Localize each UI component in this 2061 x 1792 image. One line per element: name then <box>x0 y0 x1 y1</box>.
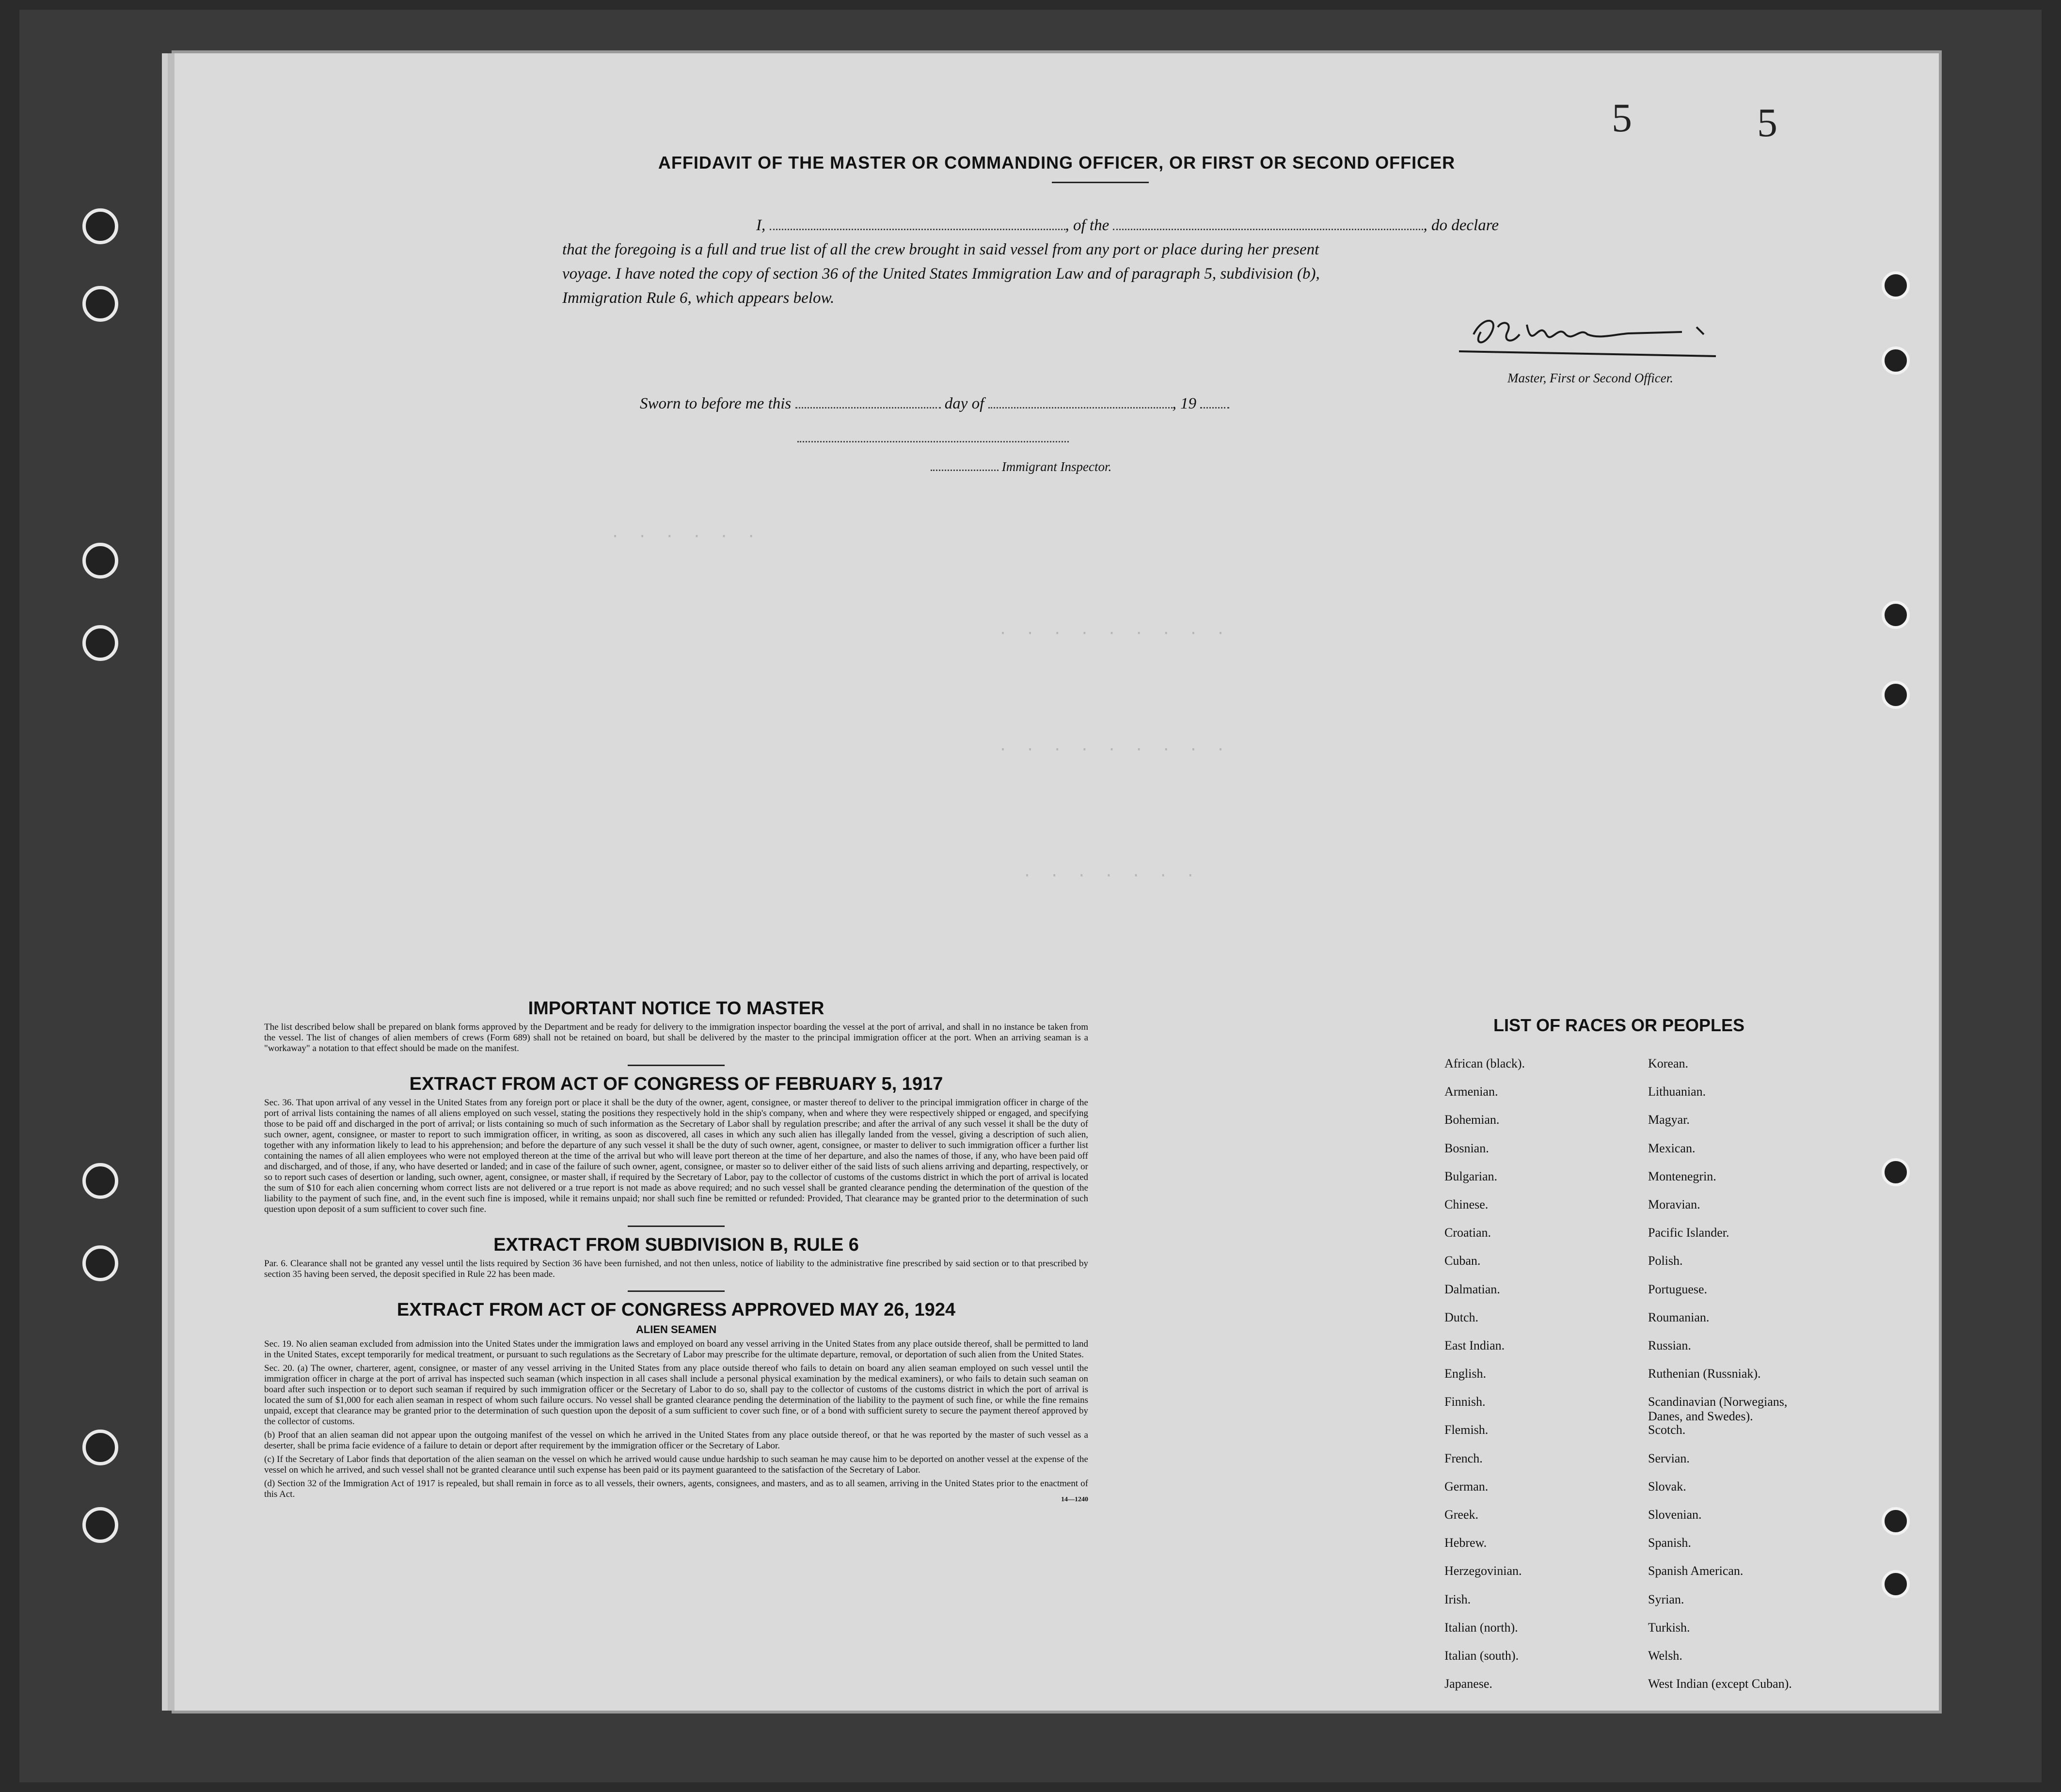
punch-hole-icon <box>1882 681 1910 709</box>
declaration-line-3: voyage. I have noted the copy of section 36 of the United States Immigration Law and of paragraph 5, subdivision (b), <box>562 265 1320 283</box>
races-title: LIST OF RACES OR PEOPLES <box>1493 1015 1745 1035</box>
declaration-declare: , do declare <box>1423 217 1499 234</box>
race-item: Greek. <box>1444 1508 1479 1522</box>
race-item: Welsh. <box>1648 1648 1682 1663</box>
bleed-through-marks: · · · · · · · <box>1023 867 1200 884</box>
race-item: Dutch. <box>1444 1310 1479 1324</box>
race-item: Flemish. <box>1444 1423 1489 1437</box>
race-item: Spanish American. <box>1648 1564 1744 1578</box>
binder-ring-icon <box>82 1507 118 1543</box>
race-item: Portuguese. <box>1648 1282 1708 1296</box>
sworn-year-field[interactable] <box>1200 393 1229 409</box>
bleed-through-marks: · · · · · · · · · <box>999 625 1230 642</box>
sworn-year: , 19 <box>1172 395 1197 412</box>
sworn-day-field[interactable] <box>795 393 941 409</box>
binder-ring-icon <box>82 625 118 661</box>
races-column-left <box>1444 1056 1525 1705</box>
binder-ring-icon <box>82 208 118 244</box>
extract-1924-sec20b: (b) Proof that an alien seaman did not appear upon the outgoing manifest of the vessel on which he arrived in the United States from any place outside thereof, or that he was reported by the master of such vessel as a deserter, shall be prima facie evidence of a failure to detain or deport after requirement by the immigration officer or the Secretary of Labor. <box>264 1430 1088 1451</box>
inspector-label: Immigrant Inspector. <box>1001 459 1112 474</box>
race-item: Finnish. <box>1444 1395 1486 1409</box>
declaration-line-2: that the foregoing is a full and true list of all the crew brought in said vessel from any port or place during her present <box>562 241 1319 258</box>
sworn-text: Sworn to before me this <box>640 395 792 412</box>
race-item: Scandinavian (Norwegians, Danes, and Swedes). <box>1648 1395 1788 1424</box>
bleed-through-marks: · · · · · · · · · <box>999 741 1230 758</box>
sworn-month-field[interactable] <box>988 393 1173 409</box>
extract-1924-sec20c: (c) If the Secretary of Labor finds that deportation of the alien seaman on the vessel on which he arrived would cause undue hardship to such seaman he may cause him to be deported on another vessel at the expense of the vessel on which he arrived, and such vessel shall not be granted clearance until such expense has been paid or its payment guaranteed to the satisfaction of the Secretary of Labor. <box>264 1454 1088 1475</box>
race-item: Chinese. <box>1444 1197 1489 1211</box>
race-item: Japanese. <box>1444 1677 1492 1691</box>
race-item: Korean. <box>1648 1056 1689 1070</box>
race-item: Moravian. <box>1648 1197 1700 1211</box>
race-item: Hebrew. <box>1444 1536 1487 1550</box>
race-item: Irish. <box>1444 1592 1471 1606</box>
race-item: Bohemian. <box>1444 1113 1500 1127</box>
binder-ring-icon <box>82 1245 118 1281</box>
race-item: German. <box>1444 1479 1489 1493</box>
race-item: Bosnian. <box>1444 1141 1489 1155</box>
race-item: Dalmatian. <box>1444 1282 1500 1296</box>
race-item: African (black). <box>1444 1056 1525 1070</box>
race-item: French. <box>1444 1451 1483 1465</box>
vessel-name-field[interactable] <box>1113 214 1423 230</box>
extract-1917-title: EXTRACT FROM ACT OF CONGRESS OF FEBRUARY 5, 1917 <box>409 1074 943 1094</box>
punch-hole-icon <box>1882 346 1910 375</box>
inspector-dots <box>931 461 999 471</box>
race-item: East Indian. <box>1444 1338 1505 1352</box>
notice-title: IMPORTANT NOTICE TO MASTER <box>528 998 824 1019</box>
signature-label: Master, First or Second Officer. <box>1507 371 1673 385</box>
binder-ring-icon <box>82 1163 118 1199</box>
race-item: West Indian (except Cuban). <box>1648 1677 1792 1691</box>
race-item: Slovenian. <box>1648 1508 1702 1522</box>
extract-1917-body: Sec. 36. That upon arrival of any vessel in the United States from any foreign port or place it shall be the duty of the owner, agent, consignee, or master thereof to deliver to the principal immigration officer in charge of the port of arrival lists containing the names of all aliens employed on such vessel, stating the positions they respectively hold in the ship's company, when and where they were respectively shipped or engaged, and specifying those to be paid off and discharged in the port of arrival; or lists containing so much of such information as the Secretary of Labor shall by regulation prescribe; and after the arrival of any such vessel it shall be the duty of such owner, agent, consignee, or master to report to such immigration officer, in writing, as soon as discovered, all cases in which any such alien has illegally landed from the vessel, giving a description of such alien, together with any information likely to lead to his apprehension; and before the departure of any such vessel it shall be the duty of such owner, agent, consignee, or master to deliver to such immigration officer a further list containing the names of all alien employees who were not employed thereon at the time of the arrival but who will leave port thereon at the time of her departure, and also the names of those, if any, who have been paid off and discharged, and of those, if any, who have deserted or landed; and in case of the failure of such owner, agent, consignee, or master so to deliver either of the said lists of such aliens arriving and departing, respectively, or so to report such cases of desertion or landing, such owner, agent, consignee, or master shall, if required by the Secretary of Labor, pay to the collector of customs of the customs district in which the port of arrival is located the sum of $10 for each alien concerning whom correct lists are not delivered or a true report is not made as above required; and no such vessel shall be granted clearance pending the determination of the question of the liability to the payment of such fine, and, in the event such fine is imposed, while it remains unpaid; nor shall such fine be remitted or refunded: Provided, That clearance may be granted prior to the determination of such question upon deposit of a sum sufficient to cover such fine. <box>264 1098 1088 1214</box>
sworn-line <box>640 393 1229 413</box>
binder-ring-icon <box>82 543 118 579</box>
race-item: Pacific Islander. <box>1648 1226 1729 1240</box>
extract-1924-sec19: Sec. 19. No alien seaman excluded from admission into the United States under the immigration laws and employed on board any vessel arriving in the United States from any place outside thereof, shall be permitted to land in the United States, except temporarily for medical treatment, or pursuant to such regulations as the Secretary of Labor may prescribe for the ultimate departure, removal, or deportation of such alien from the United States. <box>264 1339 1088 1360</box>
inspector-signature-line[interactable] <box>797 441 1069 442</box>
races-list <box>1444 1056 1842 1696</box>
inspector-label-row <box>931 459 1111 474</box>
race-item: Magyar. <box>1648 1113 1690 1127</box>
race-item: Spanish. <box>1648 1536 1691 1550</box>
form-number: 14—1240 <box>1061 1496 1088 1503</box>
binder-ring-icon <box>82 286 118 322</box>
extract-1924-sec20d: (d) Section 32 of the Immigration Act of 1917 is repealed, but shall remain in force as to all vessels, their owners, agents, consignees, and masters, and as to all seamen, arriving in the United States prior to the enactment of this Act. <box>264 1478 1088 1499</box>
race-item: Slovak. <box>1648 1479 1686 1493</box>
race-item: Italian (north). <box>1444 1620 1518 1635</box>
punch-hole-icon <box>1882 1158 1910 1186</box>
declaration-line-4: Immigration Rule 6, which appears below. <box>562 289 835 307</box>
race-item: Roumanian. <box>1648 1310 1710 1324</box>
race-item: Bulgarian. <box>1444 1169 1498 1183</box>
bleed-through-marks: · · · · · · <box>611 528 761 545</box>
punch-hole-icon <box>1882 601 1910 629</box>
declaration-i: I, <box>756 217 766 234</box>
extract-rule6-body: Par. 6. Clearance shall not be granted any vessel until the lists required by Section 36 have been furnished, and not then unless, notice of liability to the administrative fine prescribed by said section or to that prescribed by section 35 having been served, the deposit specified in Rule 22 has been made. <box>264 1258 1088 1279</box>
race-item: Mexican. <box>1648 1141 1696 1155</box>
section-rule <box>628 1290 725 1292</box>
document-page <box>174 53 1939 1711</box>
binder-ring-icon <box>82 1430 118 1465</box>
race-item: Italian (south). <box>1444 1648 1519 1663</box>
race-item: Russian. <box>1648 1338 1691 1352</box>
race-item: Polish. <box>1648 1254 1683 1268</box>
declaration-text <box>562 213 1750 310</box>
race-item: English. <box>1444 1367 1486 1381</box>
officer-signature <box>1454 305 1726 363</box>
page-number-right: 5 <box>1757 100 1777 145</box>
race-item: Servian. <box>1648 1451 1690 1465</box>
sworn-day-of: day of <box>944 395 984 412</box>
race-item: Syrian. <box>1648 1592 1684 1606</box>
officer-name-field[interactable] <box>770 214 1065 230</box>
punch-hole-icon <box>1882 1570 1910 1598</box>
title-rule <box>1052 182 1149 183</box>
race-item: Cuban. <box>1444 1254 1481 1268</box>
affidavit-title: AFFIDAVIT OF THE MASTER OR COMMANDING OFFICER, OR FIRST OR SECOND OFFICER <box>658 153 1456 173</box>
extract-1924-sec20a: Sec. 20. (a) The owner, charterer, agent, consignee, or master of any vessel arriving in the United States from any place outside thereof who fails to detain on board any alien seaman employed on such vessel until the immigration officer in charge at the port of arrival has inspected such seaman (which inspection in all cases shall include a personal physical examination by the medical examiners), or who fails to detain such seaman on board after such inspection or to deport such seaman if required by such immigration officer or the Secretary of Labor to do so, shall pay to the collector of customs of the customs district in which the port of arrival is located the sum of $1,000 for each alien seaman in respect of whom such failure occurs. No vessel shall be granted clearance pending the determination of the liability to the payment of such fine, or while the fine remains unpaid, except that clearance may be granted prior to the determination of such question upon the deposit of a sum sufficient to cover such fine, or of a bond with sufficient surety to secure the payment thereof approved by the collector of customs. <box>264 1363 1088 1427</box>
race-item: Armenian. <box>1444 1085 1498 1099</box>
section-rule <box>628 1065 725 1066</box>
race-item: Croatian. <box>1444 1226 1491 1240</box>
race-item: Scotch. <box>1648 1423 1686 1437</box>
punch-hole-icon <box>1882 271 1910 299</box>
declaration-of-the: , of the <box>1065 217 1110 234</box>
race-item: Herzegovinian. <box>1444 1564 1522 1578</box>
race-item: Montenegrin. <box>1648 1169 1716 1183</box>
race-item: Ruthenian (Russniak). <box>1648 1367 1761 1381</box>
section-rule <box>628 1226 725 1227</box>
alien-seamen-subtitle: ALIEN SEAMEN <box>635 1323 717 1336</box>
punch-hole-icon <box>1882 1507 1910 1535</box>
races-column-right <box>1648 1056 1792 1705</box>
race-item: Lithuanian. <box>1648 1085 1706 1099</box>
page-number-left: 5 <box>1612 95 1632 141</box>
legal-notices <box>264 998 1088 1504</box>
extract-rule6-title: EXTRACT FROM SUBDIVISION B, RULE 6 <box>493 1235 859 1255</box>
race-item: Turkish. <box>1648 1620 1690 1635</box>
extract-1924-title: EXTRACT FROM ACT OF CONGRESS APPROVED MAY 26, 1924 <box>396 1300 956 1320</box>
notice-body: The list described below shall be prepared on blank forms approved by the Department and be ready for delivery to the immigration inspector boarding the vessel at the port of arrival, and shall in no instance be taken from the vessel. The list of changes of alien members of crews (Form 689) shall not be retained on board, but shall be delivered by the master to the principal immigration officer at the port. When an arriving seaman is a "workaway" a notation to that effect should be made on the manifest. <box>264 1022 1088 1053</box>
